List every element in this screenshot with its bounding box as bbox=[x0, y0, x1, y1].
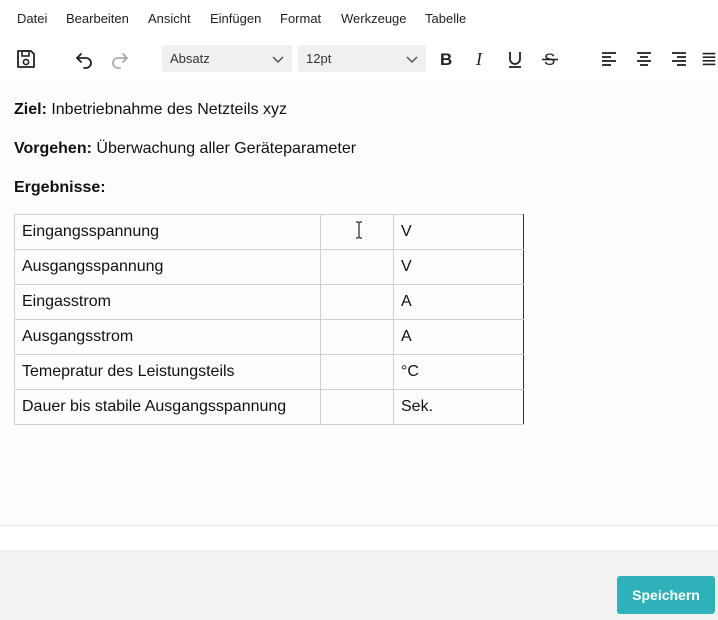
goal-label: Ziel: bbox=[14, 101, 47, 118]
save-button[interactable]: Speichern bbox=[617, 576, 715, 614]
editor-content[interactable] bbox=[0, 82, 718, 525]
italic-icon[interactable] bbox=[467, 46, 493, 72]
results-label: Ergebnisse: bbox=[14, 179, 106, 196]
table-row bbox=[15, 320, 524, 355]
menu-view[interactable]: Ansicht bbox=[148, 11, 191, 26]
table-cell-value[interactable] bbox=[321, 285, 394, 320]
table-cell-parameter[interactable]: Dauer bis stabile Ausgangsspannung bbox=[15, 390, 321, 425]
menubar bbox=[0, 0, 718, 38]
table-cell-unit[interactable]: V bbox=[394, 250, 524, 285]
toolbar bbox=[0, 38, 718, 82]
table-row bbox=[15, 285, 524, 320]
bold-icon[interactable] bbox=[433, 46, 459, 72]
table-cell-parameter[interactable]: Temepratur des Leistungsteils bbox=[15, 355, 321, 390]
goal-paragraph bbox=[14, 101, 287, 119]
align-justify-icon[interactable] bbox=[700, 46, 718, 72]
svg-text:I: I bbox=[476, 49, 482, 69]
text-cursor-icon bbox=[354, 221, 364, 244]
table-cell-parameter[interactable]: Ausgangsspannung bbox=[15, 250, 321, 285]
table-cell-unit[interactable]: A bbox=[394, 320, 524, 355]
menu-table[interactable]: Tabelle bbox=[425, 11, 467, 26]
menu-tools[interactable]: Werkzeuge bbox=[341, 11, 407, 26]
procedure-paragraph bbox=[14, 140, 356, 158]
table-cell-value[interactable] bbox=[321, 250, 394, 285]
table-row bbox=[15, 390, 524, 425]
table-cell-value[interactable] bbox=[321, 390, 394, 425]
table-cell-parameter[interactable]: Ausgangsstrom bbox=[15, 320, 321, 355]
results-table bbox=[14, 214, 524, 425]
footer-bar bbox=[0, 550, 718, 620]
table-cell-parameter[interactable]: Eingasstrom bbox=[15, 285, 321, 320]
redo-icon[interactable] bbox=[107, 46, 133, 72]
save-icon[interactable] bbox=[13, 46, 39, 72]
align-left-icon[interactable] bbox=[596, 46, 622, 72]
goal-text: Inbetriebnahme des Netzteils xyz bbox=[46, 101, 288, 118]
block-format-select[interactable] bbox=[162, 45, 292, 72]
table-cell-parameter[interactable]: Eingangsspannung bbox=[15, 215, 321, 250]
table-cell-value[interactable] bbox=[321, 355, 394, 390]
table-cell-unit[interactable]: A bbox=[394, 285, 524, 320]
results-heading bbox=[14, 179, 106, 197]
font-size-select[interactable] bbox=[298, 45, 426, 72]
chevron-down-icon bbox=[406, 53, 418, 68]
menu-file[interactable]: Datei bbox=[17, 11, 48, 26]
table-cell-unit[interactable]: V bbox=[394, 215, 524, 250]
menu-format[interactable]: Format bbox=[280, 11, 322, 26]
underline-icon[interactable] bbox=[502, 46, 528, 72]
svg-text:B: B bbox=[440, 50, 453, 69]
align-center-icon[interactable] bbox=[631, 46, 657, 72]
align-right-icon[interactable] bbox=[666, 46, 692, 72]
table-cell-value[interactable] bbox=[321, 320, 394, 355]
undo-icon[interactable] bbox=[71, 46, 97, 72]
strikethrough-icon[interactable] bbox=[537, 46, 563, 72]
block-format-value: Absatz bbox=[170, 51, 210, 66]
font-size-value: 12pt bbox=[306, 51, 332, 66]
table-row bbox=[15, 355, 524, 390]
table-cell-unit[interactable]: °C bbox=[394, 355, 524, 390]
menu-edit[interactable]: Bearbeiten bbox=[66, 11, 129, 26]
chevron-down-icon bbox=[272, 53, 284, 68]
procedure-text: Überwachung aller Geräteparameter bbox=[91, 140, 357, 157]
table-cell-unit[interactable]: Sek. bbox=[394, 390, 524, 425]
svg-text:S: S bbox=[544, 50, 556, 69]
menu-insert[interactable]: Einfügen bbox=[210, 11, 262, 26]
statusbar bbox=[0, 526, 718, 550]
table-row bbox=[15, 215, 524, 250]
table-row bbox=[15, 250, 524, 285]
procedure-label: Vorgehen: bbox=[14, 140, 92, 157]
